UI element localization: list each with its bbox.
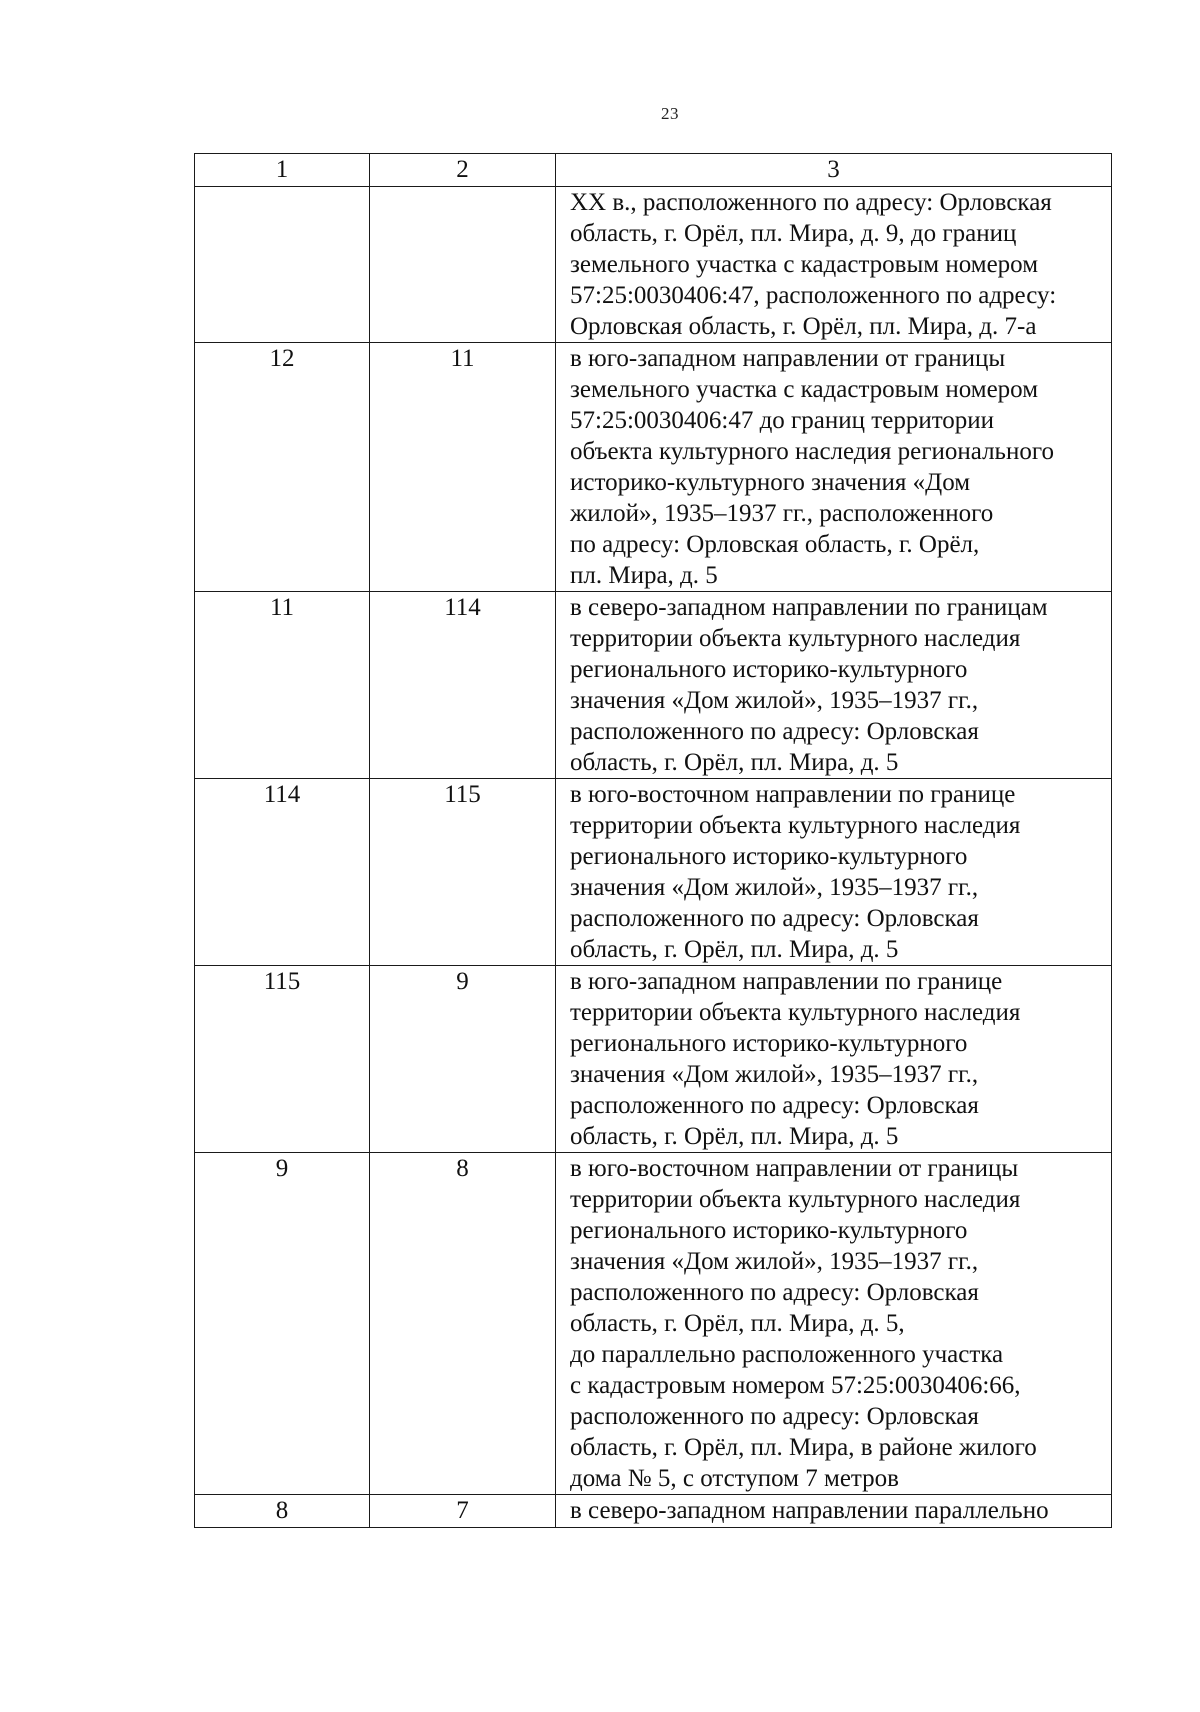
header-col-1: 1 bbox=[195, 154, 370, 187]
description-cell bbox=[556, 1153, 1112, 1495]
description-line: дома № 5, с отступом 7 метров bbox=[570, 1465, 899, 1492]
description-cell bbox=[556, 343, 1112, 592]
description-line: по адресу: Орловская область, г. Орёл, bbox=[570, 531, 980, 558]
description-line: значения «Дом жилой», 1935–1937 гг., bbox=[570, 687, 979, 714]
description-cell bbox=[556, 187, 1112, 343]
description-line: область, г. Орёл, пл. Мира, д. 5 bbox=[570, 1123, 899, 1150]
to-point-cell: 115 bbox=[370, 779, 556, 966]
description-line: 57:25:0030406:47, расположенного по адресу: bbox=[570, 282, 1057, 309]
table-row bbox=[195, 592, 1112, 779]
description-line: в юго-западном направлении от границы bbox=[570, 345, 1006, 372]
description-line: Орловская область, г. Орёл, пл. Мира, д. 7-а bbox=[570, 313, 1037, 340]
description-line: область, г. Орёл, пл. Мира, д. 5, bbox=[570, 1310, 905, 1337]
description-line: расположенного по адресу: Орловская bbox=[570, 1403, 979, 1430]
description-line: историко-культурного значения «Дом bbox=[570, 469, 971, 496]
to-point-cell: 7 bbox=[370, 1495, 556, 1528]
table-header-row bbox=[195, 154, 1112, 187]
description-line: территории объекта культурного наследия bbox=[570, 812, 1021, 839]
description-line: с кадастровым номером 57:25:0030406:66, bbox=[570, 1372, 1021, 1399]
to-point-cell: 114 bbox=[370, 592, 556, 779]
to-point-cell bbox=[370, 187, 556, 343]
description-line: регионального историко-культурного bbox=[570, 843, 968, 870]
header-col-3: 3 bbox=[556, 154, 1112, 187]
description-line: пл. Мира, д. 5 bbox=[570, 562, 718, 589]
description-line: расположенного по адресу: Орловская bbox=[570, 718, 979, 745]
table-row bbox=[195, 966, 1112, 1153]
header-col-2: 2 bbox=[370, 154, 556, 187]
description-line: расположенного по адресу: Орловская bbox=[570, 1279, 979, 1306]
table-row bbox=[195, 1495, 1112, 1528]
to-point-cell: 9 bbox=[370, 966, 556, 1153]
description-line: регионального историко-культурного bbox=[570, 1217, 968, 1244]
description-line: расположенного по адресу: Орловская bbox=[570, 1092, 979, 1119]
description-line: территории объекта культурного наследия bbox=[570, 625, 1021, 652]
description-line: объекта культурного наследия регионального bbox=[570, 438, 1054, 465]
to-point-cell: 11 bbox=[370, 343, 556, 592]
from-point-cell: 12 bbox=[195, 343, 370, 592]
table-row bbox=[195, 1153, 1112, 1495]
description-cell bbox=[556, 592, 1112, 779]
description-cell bbox=[556, 1495, 1112, 1528]
description-line: территории объекта культурного наследия bbox=[570, 1186, 1021, 1213]
description-line: территории объекта культурного наследия bbox=[570, 999, 1021, 1026]
table-row bbox=[195, 187, 1112, 343]
description-line: расположенного по адресу: Орловская bbox=[570, 905, 979, 932]
description-cell bbox=[556, 779, 1112, 966]
description-line: область, г. Орёл, пл. Мира, в районе жилого bbox=[570, 1434, 1037, 1461]
from-point-cell: 11 bbox=[195, 592, 370, 779]
description-line: значения «Дом жилой», 1935–1937 гг., bbox=[570, 1248, 979, 1275]
page-number: 23 bbox=[661, 104, 679, 123]
description-line: регионального историко-культурного bbox=[570, 656, 968, 683]
description-line: земельного участка с кадастровым номером bbox=[570, 376, 1039, 403]
description-cell bbox=[556, 966, 1112, 1153]
boundary-description-table bbox=[194, 153, 1112, 1528]
description-line: в юго-восточном направлении по границе bbox=[570, 781, 1016, 808]
description-line: жилой», 1935–1937 гг., расположенного bbox=[570, 500, 994, 527]
description-line: в северо-западном направлении параллельно bbox=[570, 1497, 1049, 1524]
description-line: до параллельно расположенного участка bbox=[570, 1341, 1004, 1368]
from-point-cell: 9 bbox=[195, 1153, 370, 1495]
description-line: 57:25:0030406:47 до границ территории bbox=[570, 407, 995, 434]
description-line: в северо-западном направлении по границам bbox=[570, 594, 1048, 621]
description-line: область, г. Орёл, пл. Мира, д. 9, до границ bbox=[570, 220, 1017, 247]
description-line: в юго-западном направлении по границе bbox=[570, 968, 1003, 995]
description-line: XX в., расположенного по адресу: Орловская bbox=[570, 189, 1052, 216]
from-point-cell bbox=[195, 187, 370, 343]
to-point-cell: 8 bbox=[370, 1153, 556, 1495]
description-line: область, г. Орёл, пл. Мира, д. 5 bbox=[570, 749, 899, 776]
table-row bbox=[195, 343, 1112, 592]
from-point-cell: 114 bbox=[195, 779, 370, 966]
description-line: в юго-восточном направлении от границы bbox=[570, 1155, 1019, 1182]
from-point-cell: 8 bbox=[195, 1495, 370, 1528]
description-line: значения «Дом жилой», 1935–1937 гг., bbox=[570, 874, 979, 901]
from-point-cell: 115 bbox=[195, 966, 370, 1153]
description-line: область, г. Орёл, пл. Мира, д. 5 bbox=[570, 936, 899, 963]
description-line: регионального историко-культурного bbox=[570, 1030, 968, 1057]
description-line: значения «Дом жилой», 1935–1937 гг., bbox=[570, 1061, 979, 1088]
description-line: земельного участка с кадастровым номером bbox=[570, 251, 1039, 278]
table-row bbox=[195, 779, 1112, 966]
